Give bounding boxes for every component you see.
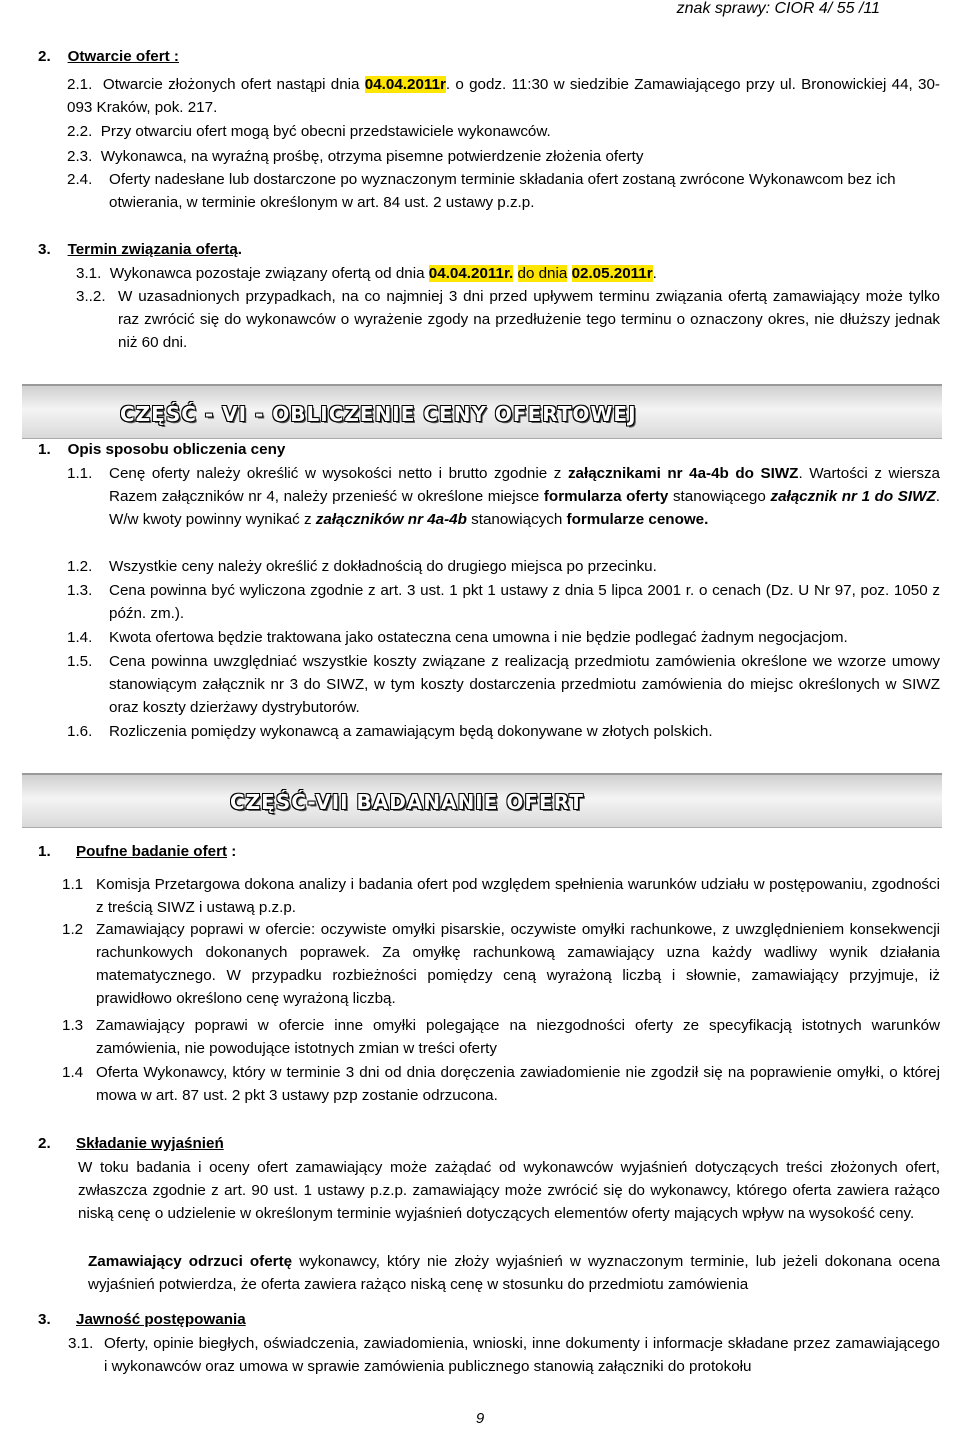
item-2-1: 2.1. Otwarcie złożonych ofert nastąpi dnia 04.04.2011r. o godz. 11:30 w siedzibie Zamawiającego przy ul. Bronowickiej 44, 30-093 Kraków, pok. 217. bbox=[67, 76, 940, 116]
item-7-1-2: 1.2 Zamawiający poprawi w ofercie: oczywiste omyłki pisarskie, oczywiste omyłki rachunkowe, z uwzględnieniem konsekwencji rachunkowych dokonanych poprawek. Za omyłkę rachunkową zamawiający uzna każdy wadliwy wynik działania matematycznego. W przypadku rozbieżności pomiędzy ceną wyrażoną liczbą i słownie, zamawiający przyjmuje, iż prawidłowo określono cenę wyrażoną liczbą. bbox=[62, 921, 940, 1007]
item-3-1: 3.1. Wykonawca pozostaje związany ofertą od dnia 04.04.2011r. do dnia 02.05.2011r. bbox=[76, 265, 657, 282]
part-7-heading-3: 3. Jawność postępowania bbox=[38, 1311, 246, 1328]
item-6-1-2: 1.2. Wszystkie ceny należy określić z dokładnością do drugiego miejsca po przecinku. bbox=[67, 558, 657, 575]
item-6-1-6: 1.6. Rozliczenia pomiędzy wykonawcą a zamawiającym będą dokonywane w złotych polskich. bbox=[67, 723, 713, 740]
item-2-4: 2.4. Oferty nadesłane lub dostarczone po wyznaczonym terminie składania ofert zostaną zwrócone Wykonawcom bez ich otwierania, w terminie określonym w art. 84 ust. 2 ustawy p.z.p. bbox=[67, 171, 896, 211]
item-3-2: 3..2. W uzasadnionych przypadkach, na co najmniej 3 dni przed upływem terminu związania ofertą zamawiający może tylko raz zwrócić się do wykonawców o wyrażenie zgody na przedłużenie tego terminu o oznaczony okres, nie dłuższy jednak niż 60 dni. bbox=[76, 288, 940, 351]
section-2-heading: 2. Otwarcie ofert : bbox=[38, 48, 179, 65]
part-6-heading: 1. Opis sposobu obliczenia ceny bbox=[38, 441, 286, 458]
page-number: 9 bbox=[475, 1410, 485, 1427]
part-7-title: CZĘŚĆ-VII BADANANIE OFERT bbox=[230, 790, 584, 814]
case-reference: znak sprawy: CIOR 4/ 55 /11 bbox=[676, 0, 880, 17]
part-7-2-paragraph-2: Zamawiający odrzuci ofertę wykonawcy, który nie złoży wyjaśnień w wyznaczonym terminie, lub jeżeli dokonana ocena wyjaśnień potwierdza, że oferta zawiera rażąco niską cenę w stosunku do przedmiotu zamówienia bbox=[88, 1253, 940, 1293]
item-6-1-1: 1.1. Cenę oferty należy określić w wysokości netto i brutto zgodnie z załącznikami nr 4a-4b do SIWZ. Wartości z wiersza Razem załączników nr 4, należy przenieść w określone miejsce formularza oferty stanowiącego załącznik nr 1 do SIWZ. W/w kwoty powinny wynikać z załączników nr 4a-4b stanowiących formularze cenowe. bbox=[67, 465, 940, 528]
item-6-1-4: 1.4. Kwota ofertowa będzie traktowana jako ostateczna cena umowna i nie będzie podlegać żadnym negocjacjom. bbox=[67, 629, 848, 646]
item-7-1-3: 1.3 Zamawiający poprawi w ofercie inne omyłki polegające na niezgodności oferty ze specyfikacją istotnych warunków zamówienia, nie powodujące istotnych zmian w treści oferty bbox=[62, 1017, 940, 1057]
item-6-1-5: 1.5. Cena powinna uwzględniać wszystkie koszty związane z realizacją przedmiotu zamówienia określone we wzorze umowy stanowiącym załącznik nr 3 do SIWZ, w tym koszty dostarczenia przedmiotu zamówienia do miejsc określonych w SIWZ oraz koszty dzierżawy dystrybutorów. bbox=[67, 653, 940, 716]
section-3-heading: 3. Termin związania ofertą. bbox=[38, 241, 242, 258]
item-6-1-3: 1.3. Cena powinna być wyliczona zgodnie z art. 3 ust. 1 pkt 1 ustawy z dnia 5 lipca 2001 r. o cenach (Dz. U Nr 97, poz. 1050 z późn. zm.). bbox=[67, 582, 940, 622]
part-7-heading-2: 2. Składanie wyjaśnień bbox=[38, 1135, 224, 1152]
item-7-1-1: 1.1 Komisja Przetargowa dokona analizy i badania ofert pod względem spełnienia warunków udziału w postępowaniu, zgodności z treścią SIWZ i ustawą p.z.p. bbox=[62, 876, 940, 916]
item-2-2: 2.2. Przy otwarciu ofert mogą być obecni przedstawiciele wykonawców. bbox=[67, 123, 551, 140]
part-7-2-paragraph-1: W toku badania i oceny ofert zamawiający może zażądać od wykonawców wyjaśnień dotyczących treści złożonych ofert, zwłaszcza zgodnie z art. 90 ust. 1 ustawy p.z.p. zamawiający może zwrócić się do wykonawcy, którego oferta zawiera rażąco niską cenę o udzielenie w określonym terminie wyjaśnień dotyczących elementów oferty mających wpływ na wysokość ceny. bbox=[78, 1159, 940, 1222]
item-7-1-4: 1.4 Oferta Wykonawcy, który w terminie 3 dni od dnia doręczenia zawiadomienie nie zgodził się na poprawienie omyłki, o której mowa w art. 87 ust. 2 pkt 3 ustawy pzp zostanie odrzucona. bbox=[62, 1064, 940, 1104]
part-7-heading-1: 1. Poufne badanie ofert : bbox=[38, 843, 237, 860]
part-6-title: CZĘŚĆ - VI - OBLICZENIE CENY OFERTOWEJ bbox=[120, 402, 637, 426]
item-2-3: 2.3. Wykonawca, na wyraźną prośbę, otrzyma pisemne potwierdzenie złożenia oferty bbox=[67, 148, 644, 165]
item-7-3-1: 3.1. Oferty, opinie biegłych, oświadczenia, zawiadomienia, wnioski, inne dokumenty i informacje składane przez zamawiającego i wykonawców oraz umowa w sprawie zamówienia publicznego stanowią załączniki do protokołu bbox=[68, 1335, 940, 1375]
